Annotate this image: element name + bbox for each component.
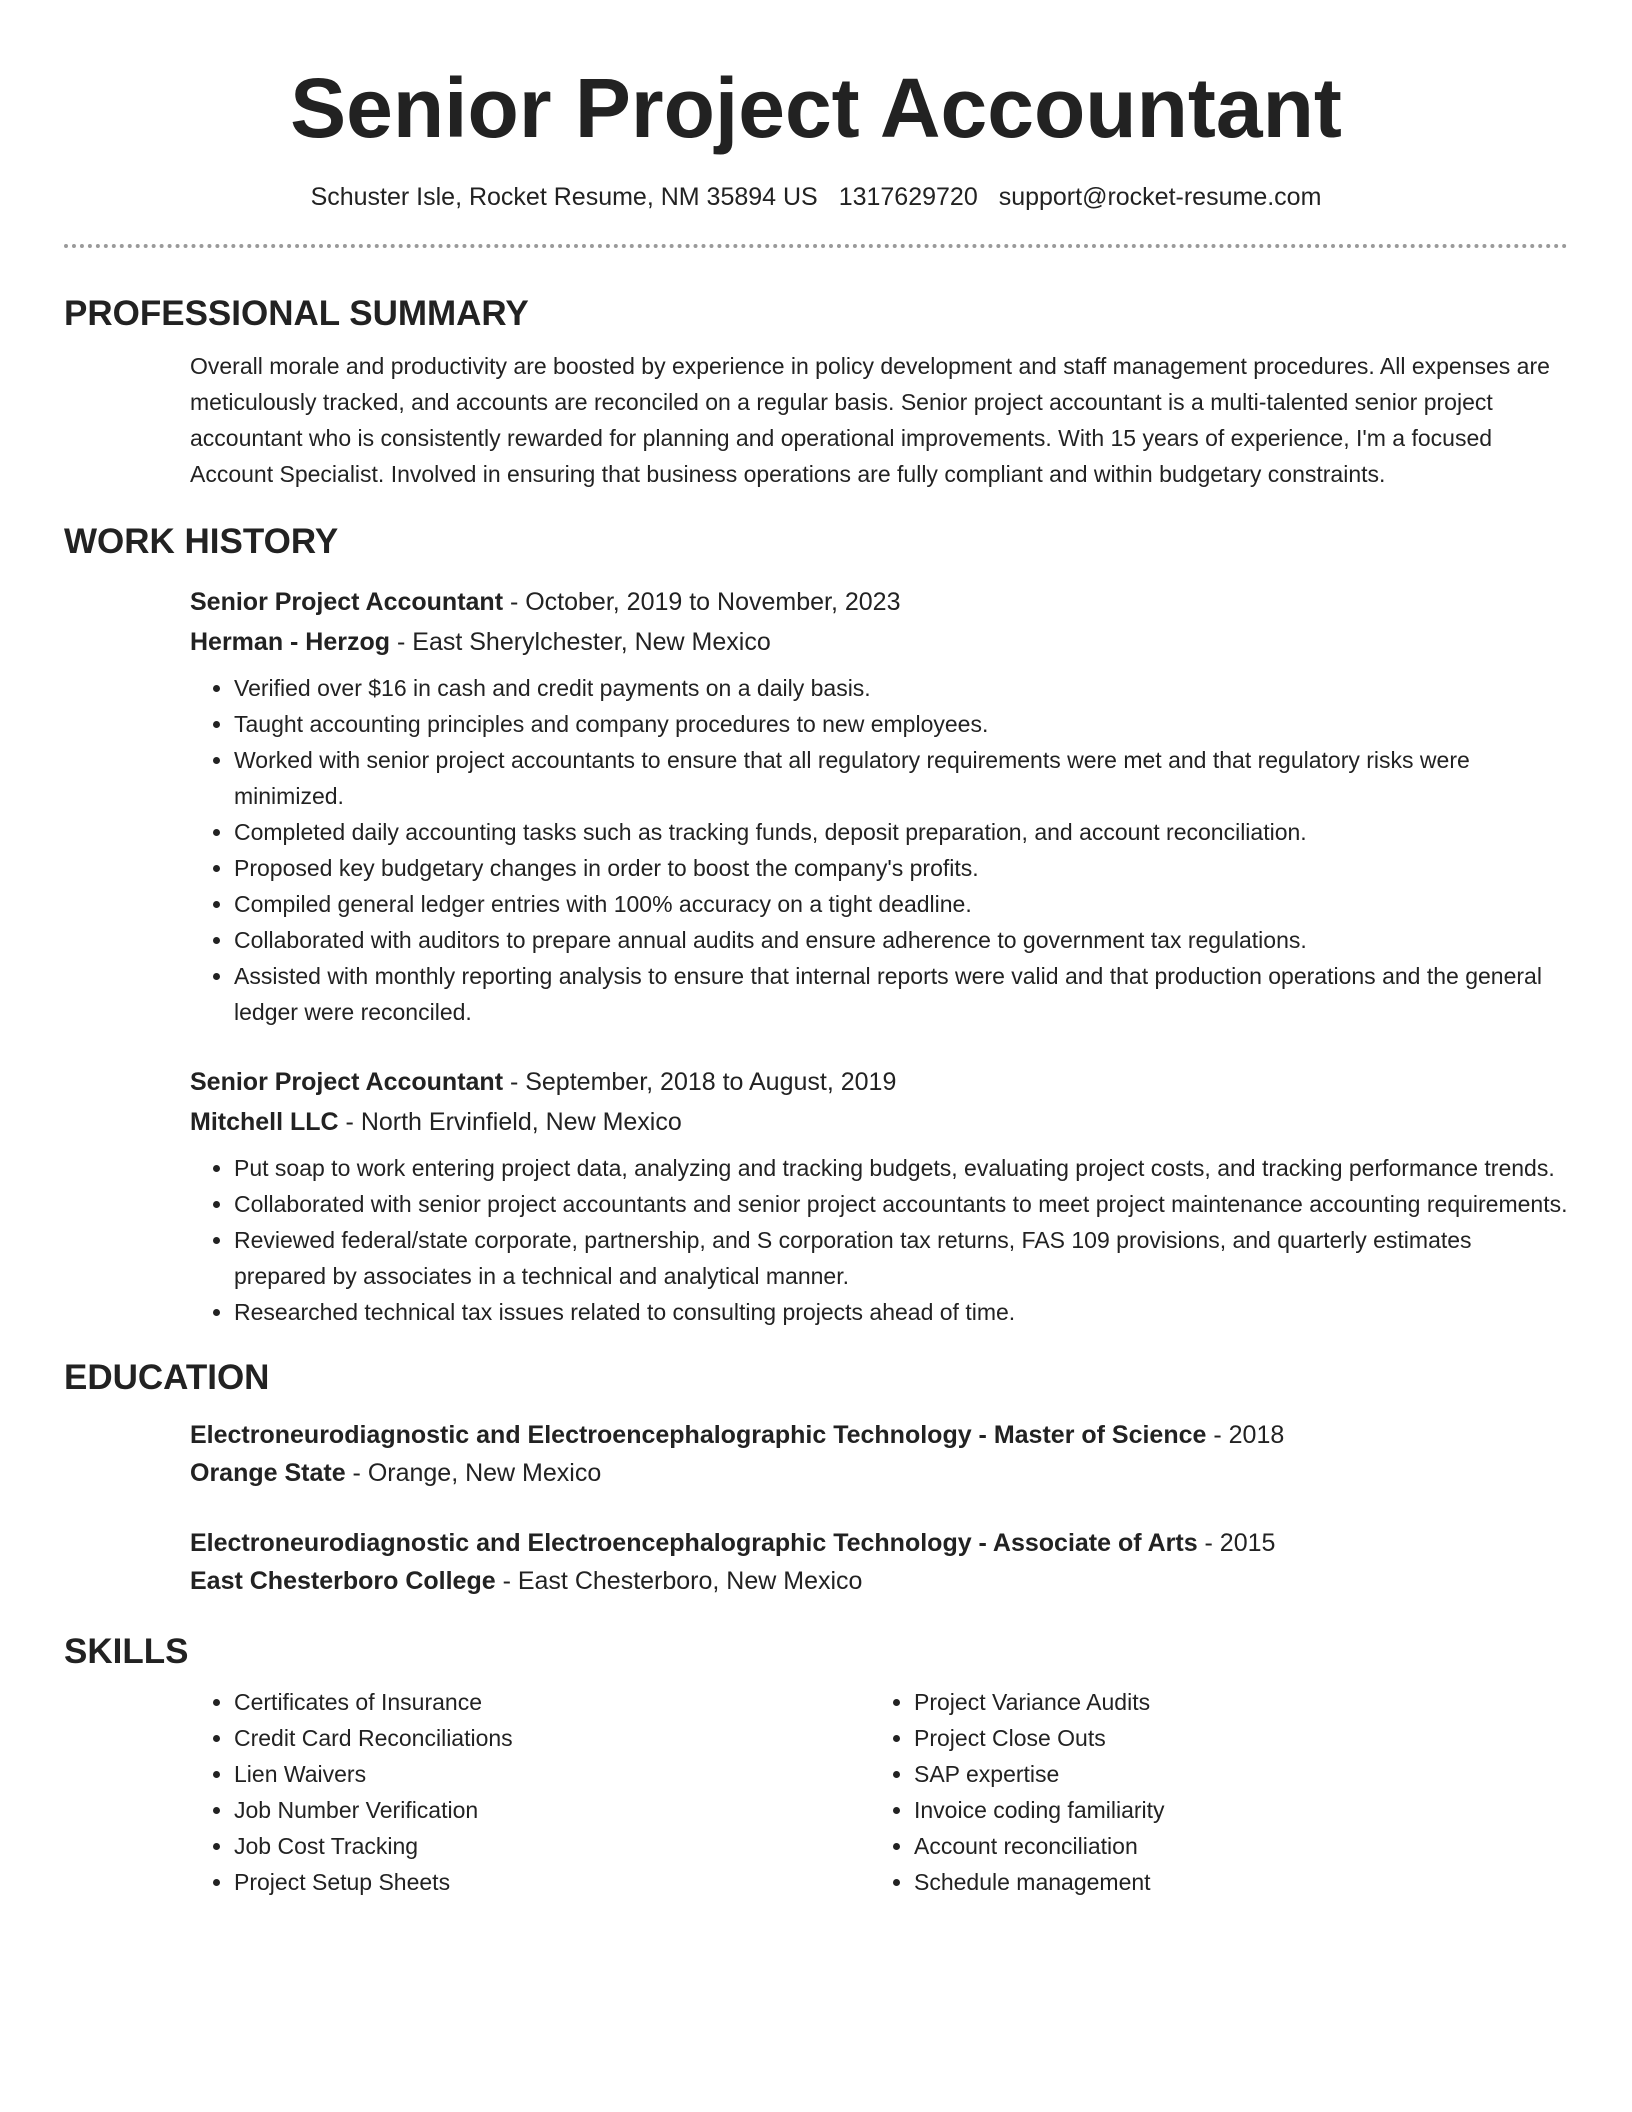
resume-page (64, 0, 1568, 1900)
education-year: - 2015 (1197, 1529, 1276, 1557)
skills-column-left (190, 1684, 870, 1900)
list-item: • Proposed key budgetary changes in order to boost the company's profits. (234, 850, 1568, 886)
skills-list-left (190, 1684, 870, 1900)
list-item: • Project Setup Sheets (234, 1864, 870, 1900)
education-year: - 2018 (1206, 1421, 1285, 1449)
list-item: • Job Number Verification (234, 1792, 870, 1828)
education-degree-line (190, 1416, 1568, 1454)
job-company: Mitchell LLC (190, 1108, 339, 1136)
list-item: • Lien Waivers (234, 1756, 870, 1792)
education-degree-line (190, 1524, 1568, 1562)
education-location: - Orange, New Mexico (345, 1459, 602, 1487)
list-item: • Credit Card Reconciliations (234, 1720, 870, 1756)
list-item: • Schedule management (914, 1864, 1550, 1900)
education-school-line (190, 1454, 1568, 1492)
job-company: Herman - Herzog (190, 628, 391, 656)
job-bullets (190, 1150, 1568, 1330)
list-item: • Collaborated with senior project accountants and senior project accountants to meet project maintenance accounting requirements. (234, 1186, 1568, 1222)
education-school: East Chesterboro College (190, 1567, 496, 1595)
list-item: • Assisted with monthly reporting analysis to ensure that internal reports were valid and that production operations and the general ledger were reconciled. (234, 958, 1568, 1030)
contact-phone: 1317629720 (838, 183, 978, 211)
list-item: • Collaborated with auditors to prepare annual audits and ensure adherence to government tax regulations. (234, 922, 1568, 958)
skills-columns (190, 1684, 1568, 1900)
job-bullets (190, 670, 1568, 1030)
education-section (64, 1356, 1568, 1600)
education-location: - East Chesterboro, New Mexico (495, 1567, 863, 1595)
list-item: • Verified over $16 in cash and credit payments on a daily basis. (234, 670, 1568, 706)
skills-column-right (870, 1684, 1550, 1900)
job-dates: - October, 2019 to November, 2023 (503, 588, 901, 616)
job-company-line (190, 1102, 1568, 1142)
job-entry (190, 1062, 1568, 1330)
list-item: • Project Close Outs (914, 1720, 1550, 1756)
job-entry (190, 582, 1568, 1030)
list-item: • Researched technical tax issues related to consulting projects ahead of time. (234, 1294, 1568, 1330)
list-item: • Job Cost Tracking (234, 1828, 870, 1864)
contact-email: support@rocket-resume.com (998, 183, 1322, 211)
work-history-section (64, 520, 1568, 1330)
education-school-line (190, 1562, 1568, 1600)
list-item: • Worked with senior project accountants to ensure that all regulatory requirements were met and that regulatory risks were minimized. (234, 742, 1568, 814)
list-item: • Project Variance Audits (914, 1684, 1550, 1720)
job-role: Senior Project Accountant (190, 1068, 504, 1096)
list-item: • Taught accounting principles and company procedures to new employees. (234, 706, 1568, 742)
job-dates: - September, 2018 to August, 2019 (503, 1068, 897, 1096)
list-item: • Account reconciliation (914, 1828, 1550, 1864)
list-item: • Completed daily accounting tasks such as tracking funds, deposit preparation, and account reconciliation. (234, 814, 1568, 850)
contact-address: Schuster Isle, Rocket Resume, NM 35894 US (310, 183, 818, 211)
job-title-line (190, 1062, 1568, 1102)
list-item: • Compiled general ledger entries with 100% accuracy on a tight deadline. (234, 886, 1568, 922)
header-divider (64, 244, 1568, 248)
summary-section (64, 292, 1568, 492)
education-entry (190, 1416, 1568, 1492)
job-location: - North Ervinfield, New Mexico (338, 1108, 682, 1136)
work-history-title: WORK HISTORY (64, 522, 339, 561)
skills-list-right (870, 1684, 1550, 1900)
list-item: • Put soap to work entering project data, analyzing and tracking budgets, evaluating project costs, and tracking performance trends. (234, 1150, 1568, 1186)
education-entry (190, 1524, 1568, 1600)
list-item: • Invoice coding familiarity (914, 1792, 1550, 1828)
contact-line (64, 180, 1568, 214)
education-title: EDUCATION (64, 1358, 270, 1397)
list-item: • Reviewed federal/state corporate, partnership, and S corporation tax returns, FAS 109 provisions, and quarterly estimates prepared by associates in a technical and analytical manner. (234, 1222, 1568, 1294)
education-degree: Electroneurodiagnostic and Electroencephalographic Technology - Associate of Arts (190, 1529, 1198, 1557)
education-school: Orange State (190, 1459, 346, 1487)
summary-title: PROFESSIONAL SUMMARY (64, 294, 529, 333)
job-company-line (190, 622, 1568, 662)
list-item: • SAP expertise (914, 1756, 1550, 1792)
job-title-line (190, 582, 1568, 622)
candidate-name: Senior Project Accountant (290, 61, 1342, 155)
education-degree: Electroneurodiagnostic and Electroencephalographic Technology - Master of Science (190, 1421, 1207, 1449)
list-item: • Certificates of Insurance (234, 1684, 870, 1720)
skills-title: SKILLS (64, 1632, 189, 1671)
job-role: Senior Project Accountant (190, 588, 504, 616)
skills-section (64, 1630, 1568, 1900)
job-location: - East Sherylchester, New Mexico (390, 628, 771, 656)
summary-text: Overall morale and productivity are boosted by experience in policy development and staff management procedures. All expenses are meticulously tracked, and accounts are reconciled on a regular basis. Senior project accountant is a multi-talented senior project accountant who is consistently rewarded for planning and operational improvements. With 15 years of experience, I'm a focused Account Specialist. Involved in ensuring that business operations are fully compliant and within budgetary constraints. (190, 353, 1550, 487)
